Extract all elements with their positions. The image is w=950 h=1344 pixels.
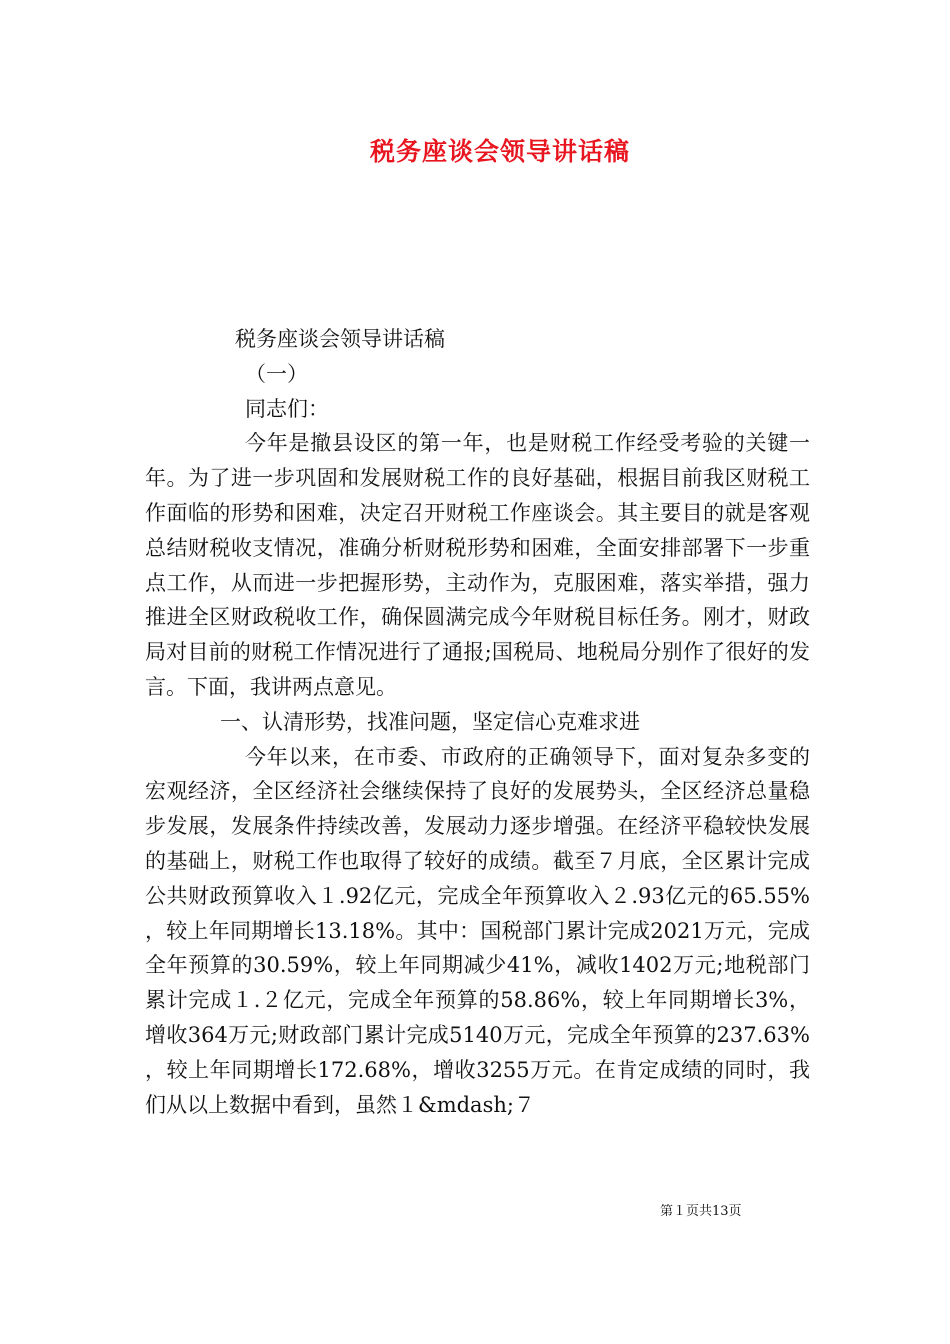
greeting: 同志们： <box>245 396 329 421</box>
document-body <box>145 322 810 1122</box>
part-number: （一） <box>245 361 308 386</box>
section-heading-1: 一、认清形势，找准问题，坚定信心克难求进 <box>220 709 640 734</box>
paragraph-opening: 今年是撤县设区的第一年，也是财税工作经受考验的关键一年。为了进一步巩固和发展财税工作的良好基础，根据目前我区财税工作面临的形势和困难，决定召开财税工作座谈会。其主要目的就是客观总结财税收支情况，准确分析财税形势和困难，全面安排部署下一步重点工作，从而进一步把握形势，主动作为，克服困难，落实举措，强力推进全区财政税收工作，确保圆满完成今年财税目标任务。刚才，财政局对目前的财税工作情况进行了通报;国税局、地税局分别作了很好的发言。下面，我讲两点意见。 <box>145 431 810 699</box>
paragraph-fiscal-results: 今年以来，在市委、市政府的正确领导下，面对复杂多变的宏观经济，全区经济社会继续保持了良好的发展势头，全区经济总量稳步发展，发展条件持续改善，发展动力逐步增强。在经济平稳较快发展的基础上，财税工作也取得了较好的成绩。截至７月底，全区累计完成公共财政预算收入１.92亿元，完成全年预算收入２.93亿元的65.55%，较上年同期增长13.18%。其中：国税部门累计完成2021万元，完成全年预算的30.59%，较上年同期减少41%，减收1402万元;地税部门累计完成１.２亿元，完成全年预算的58.86%，较上年同期增长3%，增收364万元;财政部门累计完成5140万元，完成全年预算的237.63%，较上年同期增长172.68%，增收3255万元。在肯定成绩的同时，我们从以上数据中看到，虽然１&mdash;７ <box>145 744 810 1117</box>
document-title: 税务座谈会领导讲话稿 <box>369 137 630 166</box>
document-subtitle: 税务座谈会领导讲话稿 <box>235 327 445 351</box>
page-footer: 第１页共13页 <box>660 1204 742 1219</box>
